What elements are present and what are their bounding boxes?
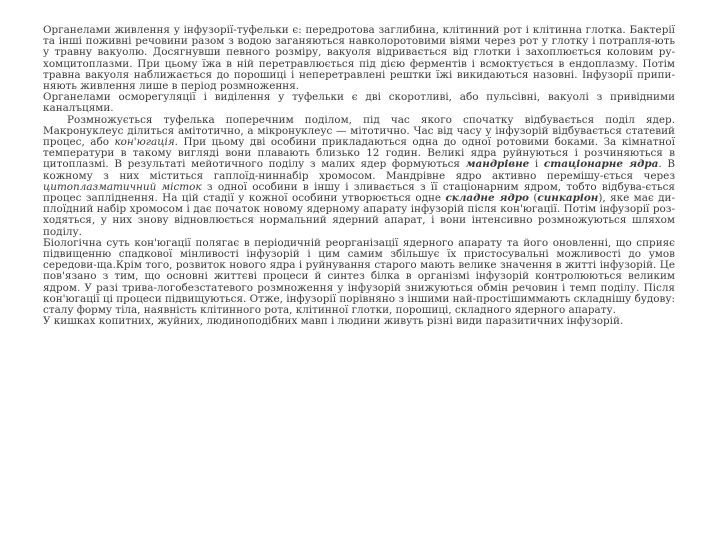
paragraph-osmoregulation: Органелами осморегуляції і виділення у туфельки є дві скоротливі, або пульсівні, вакуолі з привідними каналъцями. bbox=[43, 91, 675, 115]
reproduction-text-c: . При цьому дві особини прикладаються одна до одної ротовими боками. За кімнатної температури в такому вигляді вони плавають близько 12 годин. Великі ядра руйнуються і розчиняються в цитоплазмі. В результаті мейотичного поділу з малих ядер формуються bbox=[43, 136, 675, 171]
reproduction-text-e: і bbox=[529, 158, 544, 171]
paragraph-parasitic: У кишках копитних, жуйних, людиноподібних мавп і людини живуть різні види паразитичних інфузорій. bbox=[43, 315, 624, 328]
document-page bbox=[43, 25, 675, 525]
reproduction-text-k: ( bbox=[528, 192, 538, 205]
reproduction-text-a: Розмножується туфелька поперечним поділом, під час якого спочатку відбувається поділ ядер. Макронуклеус ділиться амітотично, а мікронуклеус — мітотично. Час від часу у інфузорій відбувається статевий процес, або bbox=[43, 113, 675, 149]
reproduction-text-m: ), яке має ди-плоїдний набір хромосом і дає початок новому ядерному апарату інфузорій після кон'югації. Потім інфузорії роз-ходяться, у них знову відновлюється нормальний ядерний апарат, і вони інтенсивно розмножуються шляхом поділу. bbox=[43, 192, 675, 238]
term-cytoplasmic-bridge: цитоплазматичний місток bbox=[43, 180, 202, 193]
paragraph-feeding: Органелами живлення у інфузорії-туфельки є: передротова заглибина, клітинний рот і клітинна глотка. Бактерії та інші поживні речовини разом з водою заганяються навколоротовими віями через рот у глотку і потрапля-ють у травну вакуолю. Досягнувши певного розміру, вакуоля відривається від глотки і захоплюється коловим ру-хомцитоплазми. При цьому їжа в ній перетравлюється під дією ферментів і всмоктується в ендоплазму. Потім травна вакуоля наближається до порошиці і неперетравлені рештки їжі викидаються назовні. Інфузорії припи-няють живлення лише в період розмноження. bbox=[43, 25, 675, 93]
term-wandering-nucleus: мандрівне bbox=[465, 158, 530, 171]
term-complex-nucleus: складне ядро bbox=[445, 192, 529, 205]
reproduction-text-i: з одної особини в іншу і зливається з її стаціонарним ядром, тобто відбува-ється процес запліднення. На цій стадії у кожної особини утворюється одне bbox=[43, 180, 675, 205]
paragraph-reproduction bbox=[43, 115, 675, 238]
paragraph-biological-meaning: Біологічна суть кон'югації полягає в періодичній реорганізації ядерного апарату та його оновленні, що сприяє підвищенню спадкової мінливості інфузорій і цим самим збільшує їх пристосувальні можливості до умов середови-ща.Крім того, розвиток нового ядра і руйнування старого мають велике значення в житті інфузорій. Це пов'язано з тим, що основні життєві процеси й синтез білка в організмі інфузорій контролюються великим ядром. У разі трива-логобезстатевого розмноження у інфузорій знижуються обмін речовин і темп поділу. Після кон'югації ці процеси підвищуються. Отже, інфузорії порівняно з іншими най-простішиммають складнішу будову: сталу форму тіла, наявність клітинного рота, клітинної глотки, порошиці, складного ядерного апарату. bbox=[43, 236, 675, 317]
term-synkaryon: синкаріон bbox=[537, 192, 599, 205]
reproduction-text-g: . В кожному з них міститься гаплоїд-ниннабір хромосом. Мандрівне ядро активно перемішу-ється через bbox=[43, 158, 675, 182]
term-stationary-nucleus: стаціонарне ядра bbox=[543, 158, 659, 171]
term-conjugation: кон'югація bbox=[114, 136, 175, 149]
